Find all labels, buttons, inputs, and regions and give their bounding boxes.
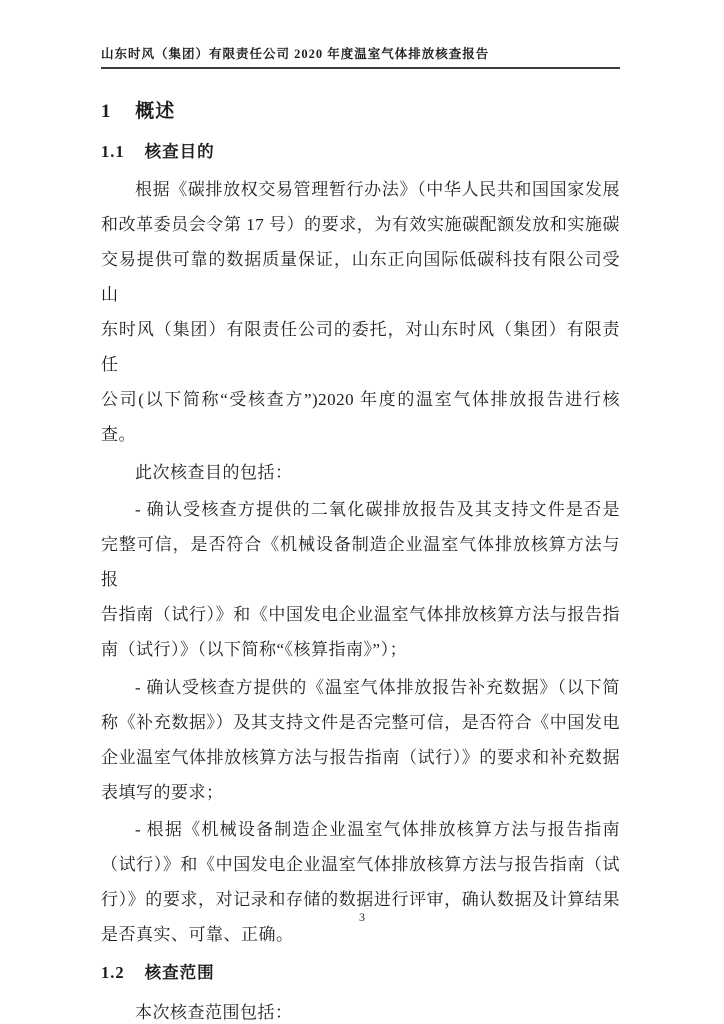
running-header-title: 山东时风（集团）有限责任公司 2020 年度温室气体排放核查报告: [101, 47, 490, 61]
paragraph-bullet-data-review: [101, 812, 620, 952]
page-content: [101, 0, 620, 1024]
paragraph-line: 和改革委员会令第 17 号）的要求，为有效实施碳配额发放和实施碳: [101, 215, 620, 234]
paragraph-line: 此次核查目的包括：: [135, 462, 293, 482]
paragraph-bullet-co2-report: [101, 492, 620, 667]
paragraph-basis: [101, 172, 620, 452]
paragraph-line: 根据《碳排放权交易管理暂行办法》（中华人民共和国国家发展: [135, 180, 620, 199]
paragraph-line: 南（试行）》（以下简称“《核算指南》”）；: [101, 640, 408, 659]
paragraph-line: - 确认受核查方提供的《温室气体排放报告补充数据》（以下简: [135, 677, 620, 697]
paragraph-line: 本次核查范围包括：: [135, 1003, 293, 1022]
paragraph-line: - 确认受核查方提供的二氧化碳排放报告及其支持文件是否是: [135, 500, 620, 519]
paragraph-line: （试行）》和《中国发电企业温室气体排放核算方法与报告指南（试: [101, 855, 620, 874]
page-number: 3: [359, 910, 365, 924]
page-footer: [0, 903, 724, 931]
paragraph-line: 东时风（集团）有限责任公司的委托，对山东时风（集团）有限责任: [101, 320, 620, 374]
running-header: [101, 46, 620, 69]
subsection-title: 核查范围: [144, 963, 215, 982]
section-heading-overview: [101, 100, 620, 124]
paragraph-line: 公司(以下简称“受核查方”)2020 年度的温室气体排放报告进行核查。: [101, 390, 620, 444]
subsection-heading-verification-purpose: [101, 141, 620, 163]
paragraph-line: 称《补充数据》）及其支持文件是否完整可信，是否符合《中国发电: [101, 712, 620, 732]
paragraph-bullet-supplementary-data: [101, 670, 620, 810]
paragraph-line: 行）》的要求，对记录和存储的数据进行评审，确认数据及计算结果: [101, 890, 620, 909]
paragraph-scope-intro: [101, 995, 620, 1024]
subsection-number: 1.1: [101, 142, 125, 161]
section-title: 概述: [135, 101, 176, 122]
section-number: 1: [101, 101, 112, 122]
paragraph-line: 是否真实、可靠、正确。: [101, 925, 294, 944]
paragraph-line: 表填写的要求；: [101, 782, 224, 802]
subsection-number: 1.2: [101, 963, 125, 982]
paragraph-line: - 根据《机械设备制造企业温室气体排放核算方法与报告指南: [135, 820, 620, 839]
subsection-title: 核查目的: [144, 142, 215, 161]
paragraph-line: 交易提供可靠的数据质量保证，山东正向国际低碳科技有限公司受山: [101, 250, 620, 304]
paragraph-line: 企业温室气体排放核算方法与报告指南（试行）》的要求和补充数据: [101, 747, 620, 767]
paragraph-line: 完整可信，是否符合《机械设备制造企业温室气体排放核算方法与报: [101, 535, 620, 589]
subsection-heading-verification-scope: [101, 962, 620, 984]
paragraph-purpose-intro: [101, 455, 620, 490]
paragraph-line: 告指南（试行）》和《中国发电企业温室气体排放核算方法与报告指: [101, 605, 620, 624]
